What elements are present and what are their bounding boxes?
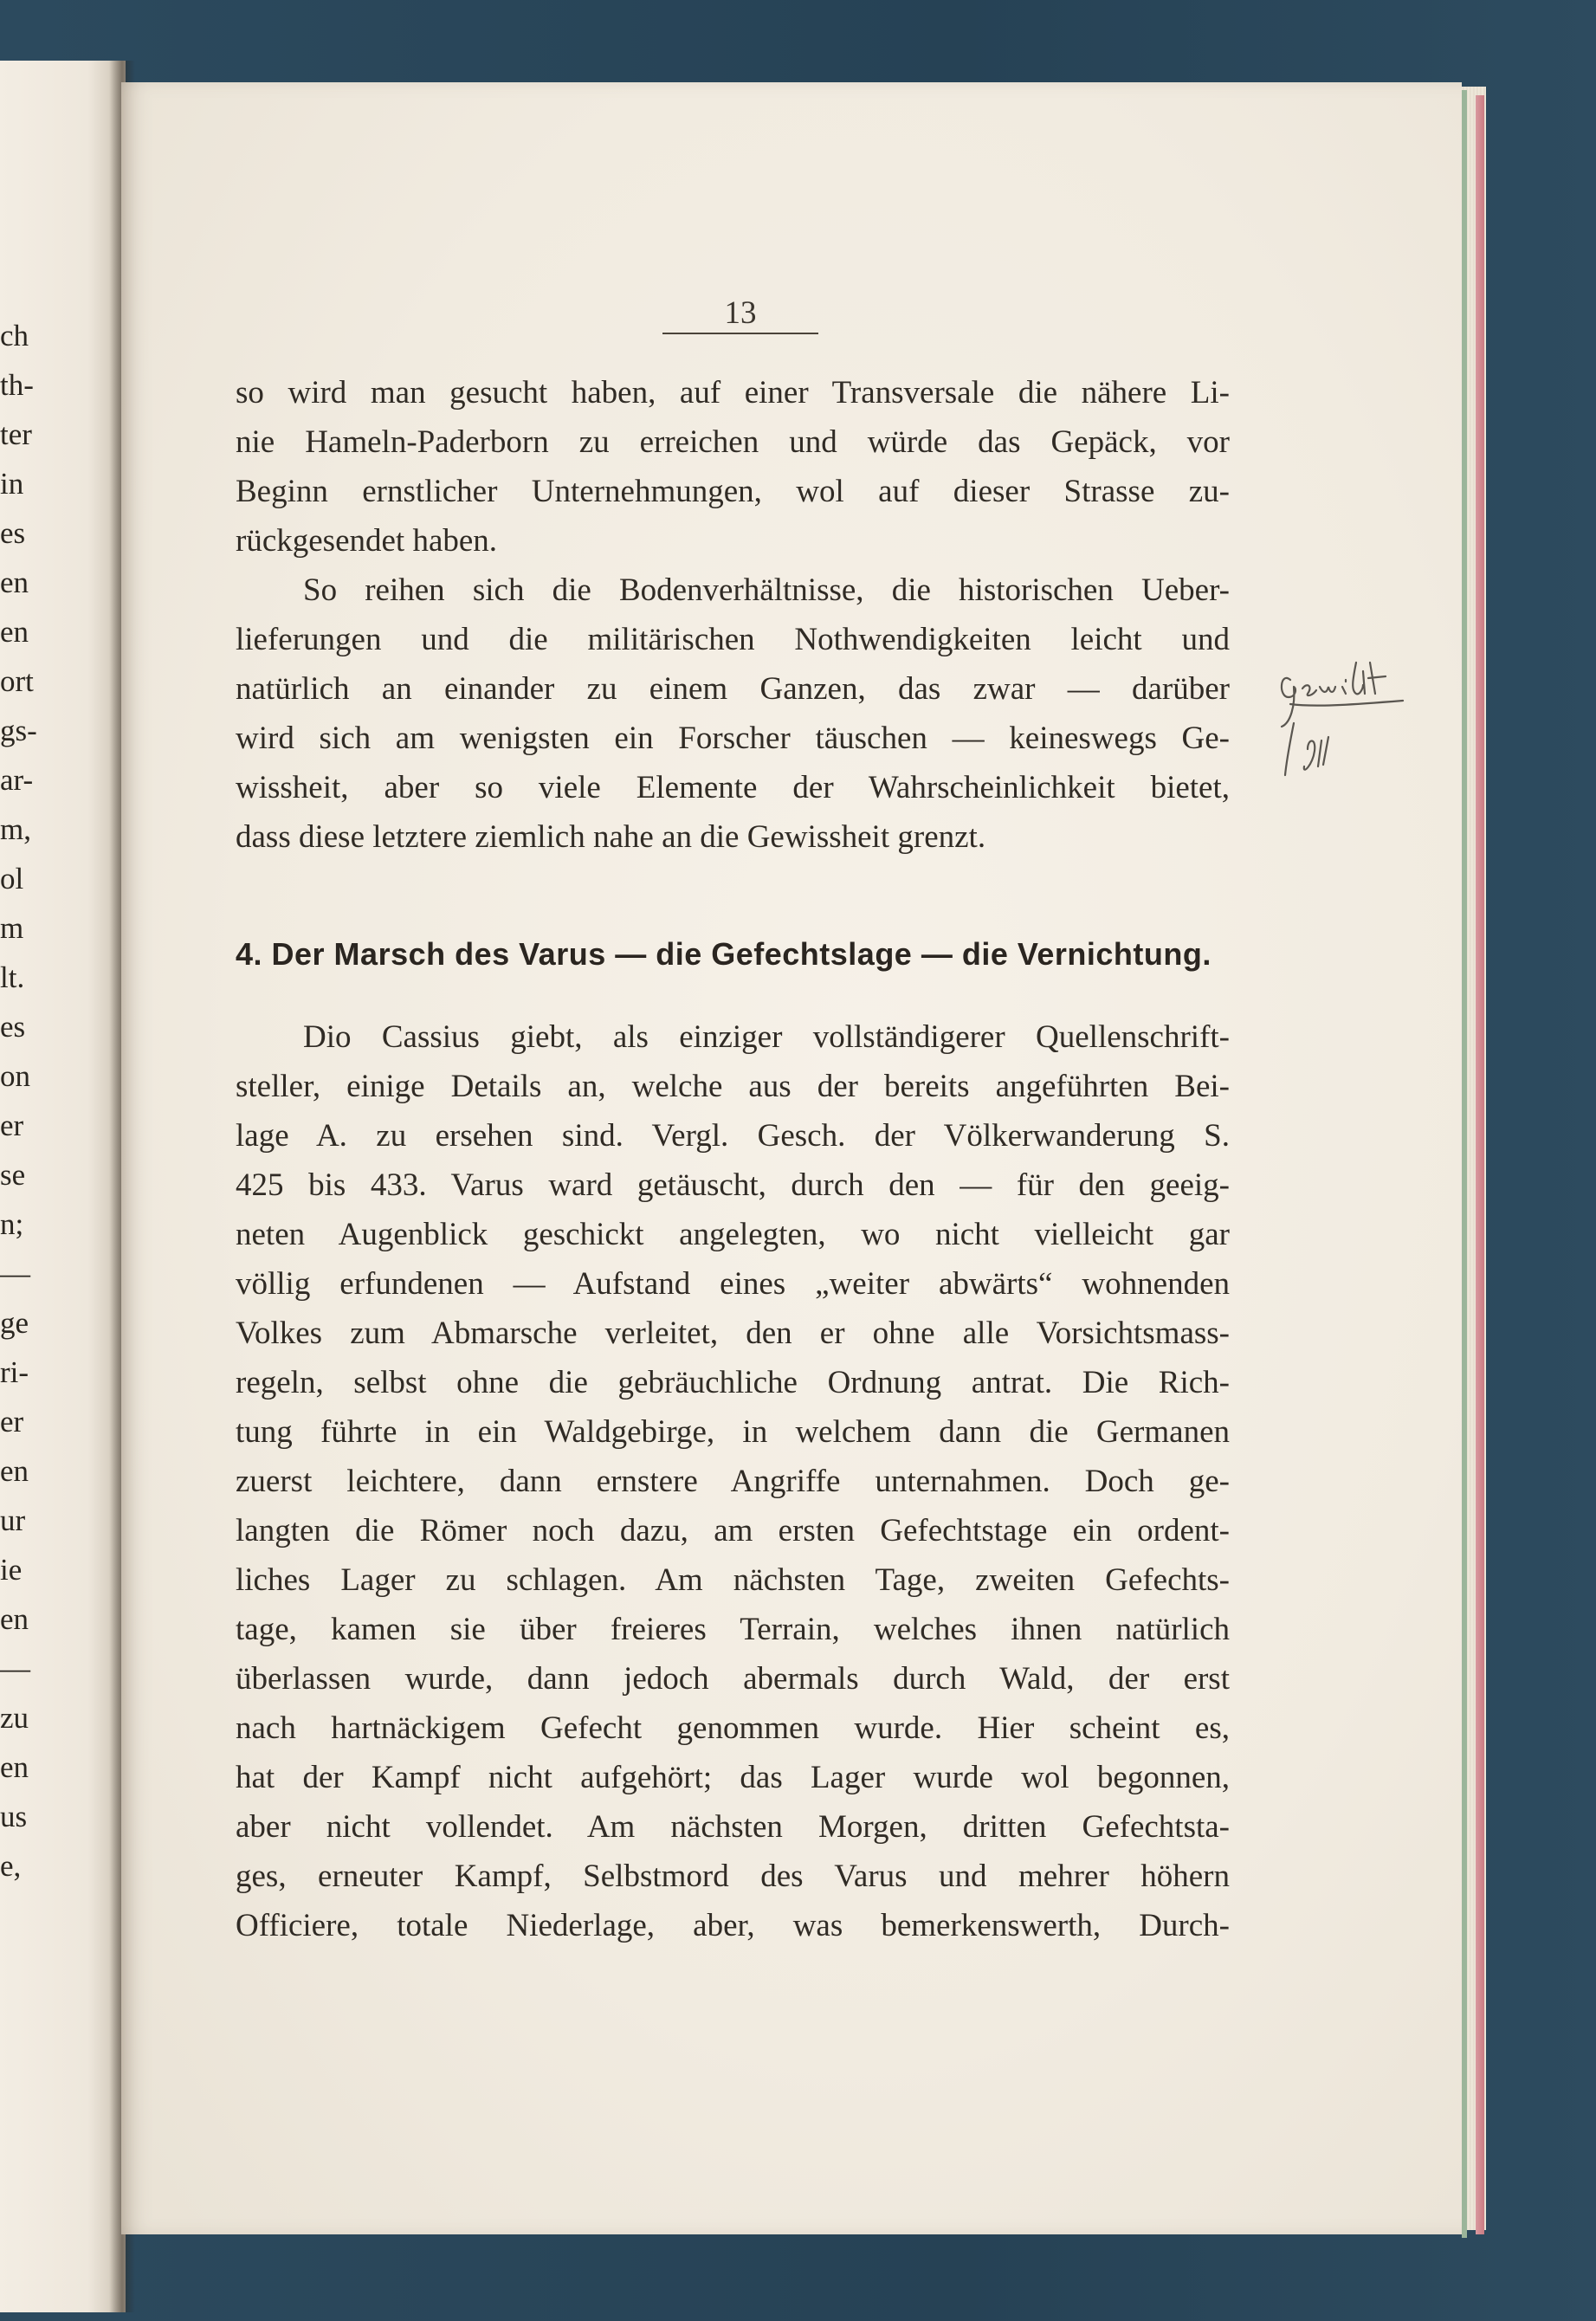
- left-page-fragment: gs-: [0, 714, 37, 747]
- text-line: steller, einige Details an, welche aus der bereits angeführten Bei-: [236, 1069, 1230, 1104]
- left-page-fragment: e,: [0, 1849, 22, 1883]
- left-page-fragment: ch: [0, 319, 29, 352]
- left-page-fragment: us: [0, 1800, 28, 1833]
- text-line: natürlich an einander zu einem Ganzen, das zwar — darüber: [236, 671, 1230, 707]
- left-page-fragment: en: [0, 1750, 29, 1784]
- left-page-fragment: en: [0, 615, 29, 649]
- page-edge-pink: [1476, 95, 1484, 2234]
- text-line: Volkes zum Abmarsche verleitet, den er ohne alle Vorsichtsmass-: [236, 1316, 1230, 1351]
- left-page-fragment: m,: [0, 812, 31, 846]
- left-page-fragment: en: [0, 566, 29, 599]
- text-line: liches Lager zu schlagen. Am nächsten Tage, zweiten Gefechts-: [236, 1562, 1230, 1598]
- left-page-fragment: er: [0, 1109, 24, 1142]
- page-number: 13: [724, 295, 757, 331]
- page-edge-green: [1462, 90, 1467, 2238]
- section-2-text: [236, 1012, 1230, 1950]
- text-line: 425 bis 433. Varus ward getäuscht, durch den — für den geeig-: [236, 1167, 1230, 1203]
- left-page-fragment: lt.: [0, 960, 25, 994]
- text-line: nie Hameln-Paderborn zu erreichen und würde das Gepäck, vor: [236, 424, 1230, 460]
- handwritten-margin-note: [1273, 637, 1420, 810]
- left-page-fragment: se: [0, 1158, 26, 1192]
- text-line: Dio Cassius giebt, als einziger vollständigerer Quellenschrift-: [303, 1019, 1230, 1055]
- text-line: tung führte in ein Waldgebirge, in welchem dann die Germanen: [236, 1414, 1230, 1450]
- text-line: Officiere, totale Niederlage, aber, was bemerkenswerth, Durch-: [236, 1908, 1230, 1943]
- left-page-fragment: ri-: [0, 1355, 29, 1389]
- text-line: völlig erfundenen — Aufstand eines „weiter abwärts“ wohnenden: [236, 1266, 1230, 1302]
- left-page-fragment: n;: [0, 1207, 24, 1241]
- text-line: So reihen sich die Bodenverhältnisse, die historischen Ueber-: [303, 572, 1230, 608]
- left-page-fragment: m: [0, 911, 24, 945]
- left-page-fragment: ter: [0, 417, 32, 451]
- left-page-fragment: th-: [0, 368, 34, 402]
- left-page-fragment: ol: [0, 862, 24, 895]
- section-heading: 4. Der Marsch des Varus — die Gefechtslage — die Vernichtung.: [236, 936, 1212, 972]
- text-line: lage A. zu ersehen sind. Vergl. Gesch. der Völkerwanderung S.: [236, 1118, 1230, 1154]
- text-line: lieferungen und die militärischen Nothwendigkeiten leicht und: [236, 622, 1230, 657]
- left-page-fragment: in: [0, 467, 24, 501]
- text-line: neten Augenblick geschickt angelegten, wo nicht vielleicht gar: [236, 1217, 1230, 1252]
- page-number-rule: [662, 333, 818, 334]
- left-page-fragment: zu: [0, 1701, 29, 1735]
- left-page-fragment: en: [0, 1602, 29, 1636]
- left-page-fragment: ar-: [0, 763, 34, 797]
- text-line: wird sich am wenigsten ein Forscher täuschen — keineswegs Ge-: [236, 721, 1230, 756]
- text-line: überlassen wurde, dann jedoch abermals durch Wald, der erst: [236, 1661, 1230, 1697]
- text-line: hat der Kampf nicht aufgehört; das Lager wurde wol begonnen,: [236, 1760, 1230, 1795]
- text-line: rückgesendet haben.: [236, 523, 498, 559]
- text-line: wissheit, aber so viele Elemente der Wahrscheinlichkeit bietet,: [236, 770, 1230, 805]
- left-page-edge: [0, 61, 126, 2312]
- text-line: Beginn ernstlicher Unternehmungen, wol auf dieser Strasse zu-: [236, 474, 1230, 509]
- text-line: dass diese letztere ziemlich nahe an die Gewissheit grenzt.: [236, 819, 986, 855]
- text-line: langten die Römer noch dazu, am ersten Gefechtstage ein ordent-: [236, 1513, 1230, 1548]
- text-line: regeln, selbst ohne die gebräuchliche Ordnung antrat. Die Rich-: [236, 1365, 1230, 1400]
- left-page-fragment: er: [0, 1405, 24, 1439]
- text-line: zuerst leichtere, dann ernstere Angriffe unternahmen. Doch ge-: [236, 1464, 1230, 1499]
- left-page-fragment: es: [0, 1010, 26, 1044]
- text-line: so wird man gesucht haben, auf einer Transversale die nähere Li-: [236, 375, 1230, 411]
- text-line: aber nicht vollendet. Am nächsten Morgen, dritten Gefechtsta-: [236, 1809, 1230, 1845]
- left-page-fragment: es: [0, 516, 26, 550]
- text-line: nach hartnäckigem Gefecht genommen wurde. Hier scheint es,: [236, 1710, 1230, 1746]
- text-line: ges, erneuter Kampf, Selbstmord des Varus und mehrer höhern: [236, 1859, 1230, 1894]
- left-page-fragment: —: [0, 1652, 30, 1685]
- left-page-fragment: —: [0, 1257, 30, 1290]
- left-page-fragment: ge: [0, 1306, 29, 1340]
- left-page-fragment: en: [0, 1454, 29, 1488]
- left-page-fragment: ur: [0, 1503, 26, 1537]
- text-line: tage, kamen sie über freieres Terrain, welches ihnen natürlich: [236, 1612, 1230, 1647]
- left-page-fragment: ort: [0, 664, 34, 698]
- left-page-fragment: ie: [0, 1553, 23, 1587]
- left-page-fragment: on: [0, 1059, 30, 1093]
- section-1-text: [236, 368, 1230, 862]
